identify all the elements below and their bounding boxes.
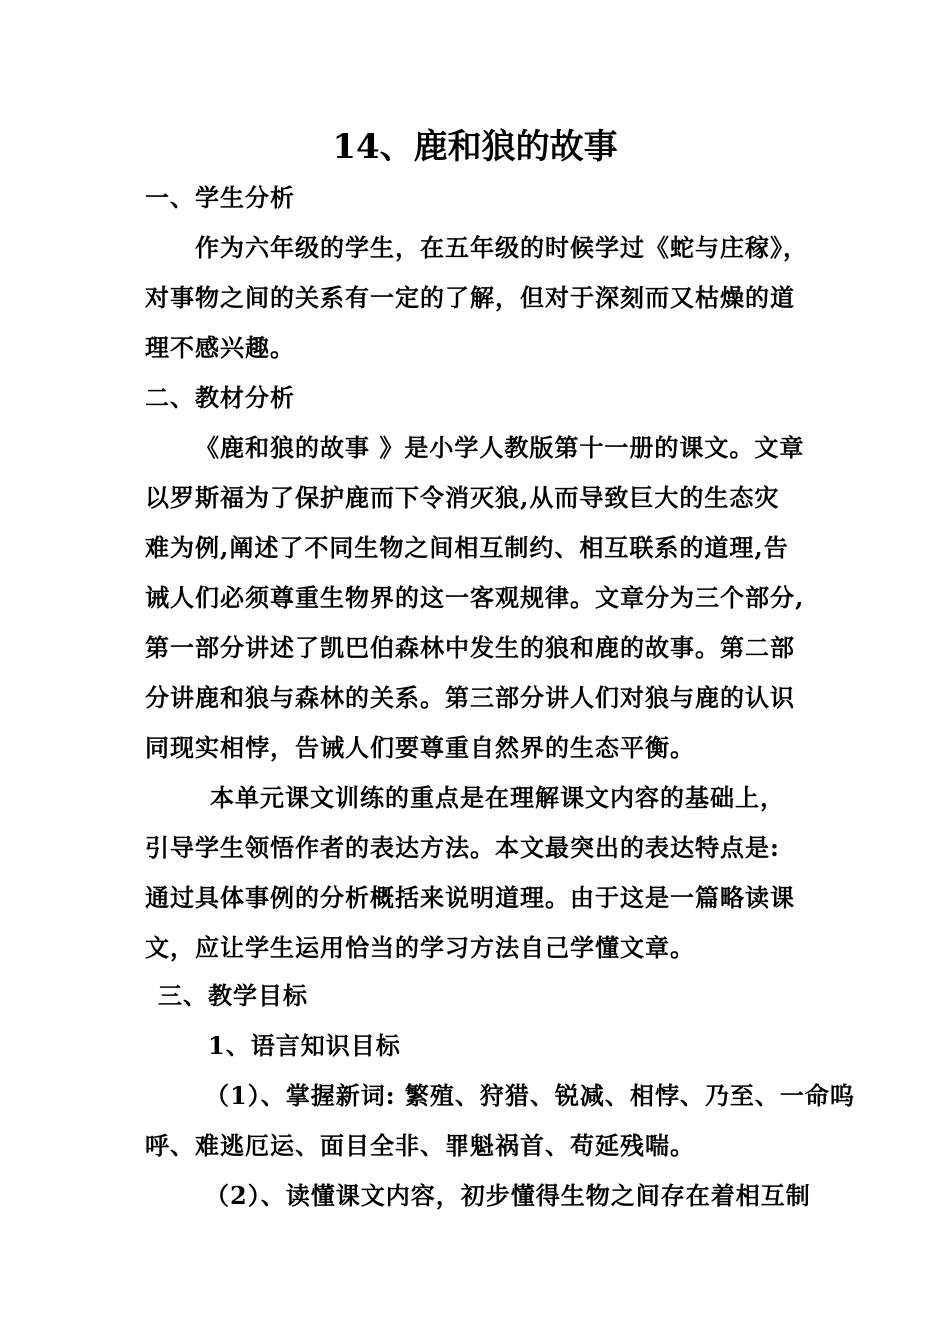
paragraph-line: 对事物之间的关系有一定的了解，但对于深刻而又枯燥的道 xyxy=(145,283,795,312)
section-heading-teaching-goals: 三、教学目标 xyxy=(158,981,308,1010)
paragraph-line: 呼、难逃厄运、面目全非、罪魁祸首、苟延残喘。 xyxy=(145,1131,695,1160)
subsection-heading: 1、语言知识目标 xyxy=(208,1031,401,1060)
paragraph-line: 作为六年级的学生，在五年级的时候学过《蛇与庄稼》， xyxy=(195,233,808,262)
section-heading-material-analysis: 二、教材分析 xyxy=(145,383,295,412)
paragraph-line: （2）、读懂课文内容，初步懂得生物之间存在着相互制 xyxy=(205,1181,811,1210)
section-heading-student-analysis: 一、学生分析 xyxy=(145,183,295,212)
paragraph-line: 分讲鹿和狼与森林的关系。第三部分讲人们对狼与鹿的认识 xyxy=(145,683,795,712)
paragraph-line: 文，应让学生运用恰当的学习方法自己学懂文章。 xyxy=(145,933,695,962)
paragraph-line: 本单元课文训练的重点是在理解课文内容的基础上， xyxy=(210,783,785,812)
paragraph-line: 第一部分讲述了凯巴伯森林中发生的狼和鹿的故事。第二部 xyxy=(145,633,795,662)
paragraph-line: 理不感兴趣。 xyxy=(145,333,295,362)
document-title: 14、鹿和狼的故事 xyxy=(332,127,618,167)
paragraph-line: 同现实相悖，告诫人们要尊重自然界的生态平衡。 xyxy=(145,733,695,762)
paragraph-line: 难为例,阐述了不同生物之间相互制约、相互联系的道理,告 xyxy=(145,533,789,562)
paragraph-line: 通过具体事例的分析概括来说明道理。由于这是一篇略读课 xyxy=(145,883,795,912)
paragraph-line: （1）、掌握新词: 繁殖、狩猎、锐减、相悖、乃至、一命呜 xyxy=(205,1081,855,1110)
paragraph-line: 《鹿和狼的故事 》是小学人教版第十一册的课文。文章 xyxy=(195,433,805,462)
paragraph-line: 引导学生领悟作者的表达方法。本文最突出的表达特点是: xyxy=(145,833,780,862)
paragraph-line: 以罗斯福为了保护鹿而下令消灭狼,从而导致巨大的生态灾 xyxy=(145,483,780,512)
paragraph-line: 诫人们必须尊重生物界的这一客观规律。文章分为三个部分, xyxy=(145,583,805,612)
